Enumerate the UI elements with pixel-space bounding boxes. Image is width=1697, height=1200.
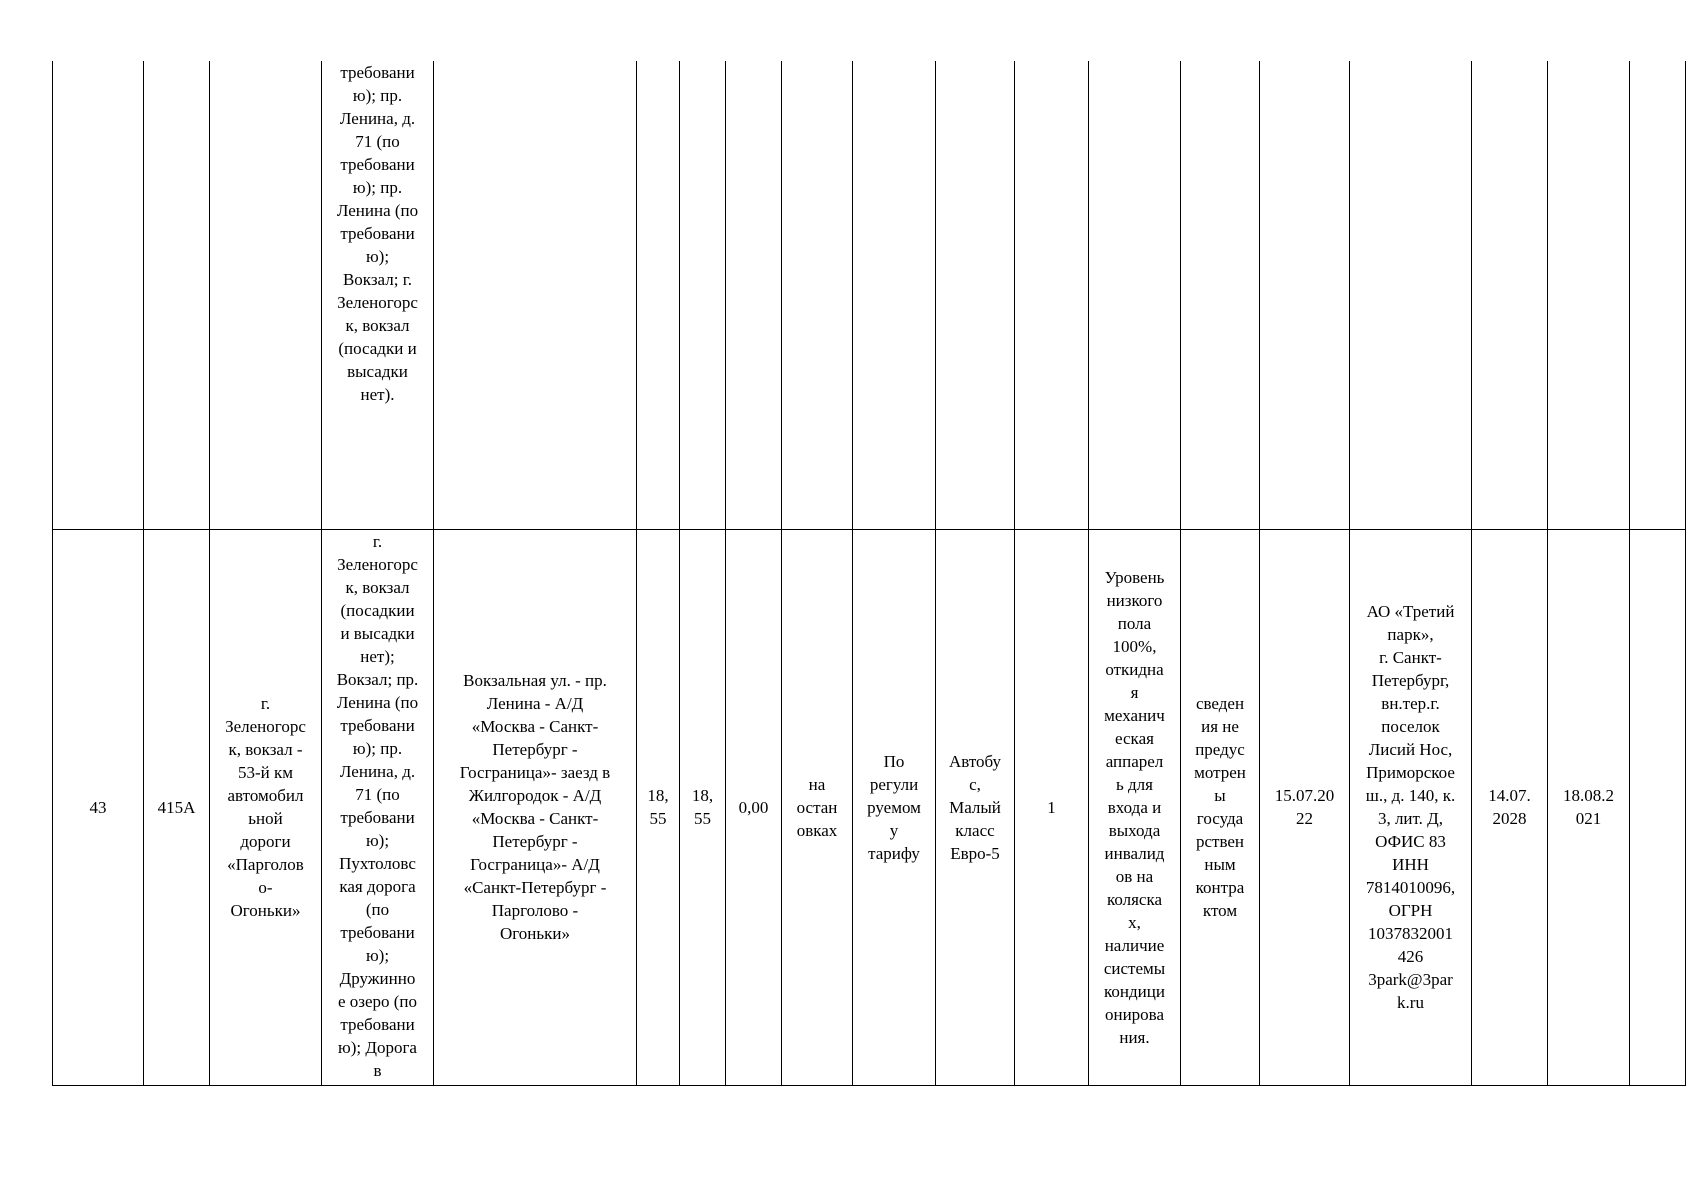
cell-route-name — [210, 61, 322, 529]
cell-tariff: По регули руемом у тарифу — [853, 529, 936, 1085]
cell-vehicle — [936, 61, 1015, 529]
cell-route-code: 415А — [144, 529, 210, 1085]
cell-tariff — [853, 61, 936, 529]
cell-carrier — [1350, 61, 1472, 529]
cell-length-backward — [680, 61, 726, 529]
cell-streets — [434, 61, 637, 529]
cell-carrier: АО «Третий парк», г. Санкт- Петербург, вн.тер.г. поселок Лисий Нос, Приморское ш., д. 140, к. 3, лит. Д, ОФИС 83 ИНН 7814010096, ОГРН 1037832001 426 3park@3par k.ru — [1350, 529, 1472, 1085]
cell-stops: требовани ю); пр. Ленина, д. 71 (по требовани ю); пр. Ленина (по требовани ю); Вокзал; г. Зеленогорс к, вокзал (посадки и высадки нет). — [322, 61, 434, 529]
cell-registry-date: 18.08.2 021 — [1548, 529, 1630, 1085]
cell-registry-date — [1548, 61, 1630, 529]
cell-value — [726, 61, 782, 529]
cell-end-date — [1472, 61, 1548, 529]
cell-last — [1630, 529, 1686, 1085]
cell-end-date: 14.07. 2028 — [1472, 529, 1548, 1085]
cell-vehicle: Автобу с, Малый класс Евро-5 — [936, 529, 1015, 1085]
cell-stop-order — [782, 61, 853, 529]
cell-length-forward — [637, 61, 680, 529]
cell-number: 43 — [53, 529, 144, 1085]
cell-contract-info: сведен ия не предус мотрен ы госуда рствен ным контра ктом — [1181, 529, 1260, 1085]
cell-route-name: г. Зеленогорс к, вокзал - 53-й км автомобил ьной дороги «Парголов о- Огоньки» — [210, 529, 322, 1085]
cell-start-date — [1260, 61, 1350, 529]
cell-route-code — [144, 61, 210, 529]
table-row — [53, 529, 1686, 1085]
cell-streets: Вокзальная ул. - пр. Ленина - А/Д «Москва - Санкт- Петербург - Госграница»- заезд в Жилгородок - А/Д «Москва - Санкт- Петербург - Госграница»- А/Д «Санкт-Петербург - Парголово - Огоньки» — [434, 529, 637, 1085]
table-row — [53, 61, 1686, 529]
cell-stops: г. Зеленогорс к, вокзал (посадкии и высадки нет); Вокзал; пр. Ленина (по требовани ю); пр. Ленина, д. 71 (по требовани ю); Пухтоловс кая дорога (по требовани ю); Дружинно е озеро (по требовани ю); Дорога в — [322, 529, 434, 1085]
cell-number — [53, 61, 144, 529]
cell-length-backward: 18, 55 — [680, 529, 726, 1085]
cell-last — [1630, 61, 1686, 529]
cell-start-date: 15.07.20 22 — [1260, 529, 1350, 1085]
cell-vehicle-features: Уровень низкого пола 100%, откидна я механич еская аппарел ь для входа и выхода инвалид ов на коляска х, наличие системы кондици онирова ния. — [1089, 529, 1181, 1085]
route-registry-table — [52, 61, 1686, 1086]
cell-stop-order: на остан овках — [782, 529, 853, 1085]
cell-contract-info — [1181, 61, 1260, 529]
cell-length-forward: 18, 55 — [637, 529, 680, 1085]
cell-value: 0,00 — [726, 529, 782, 1085]
cell-vehicle-count — [1015, 61, 1089, 529]
cell-vehicle-features — [1089, 61, 1181, 529]
cell-vehicle-count: 1 — [1015, 529, 1089, 1085]
